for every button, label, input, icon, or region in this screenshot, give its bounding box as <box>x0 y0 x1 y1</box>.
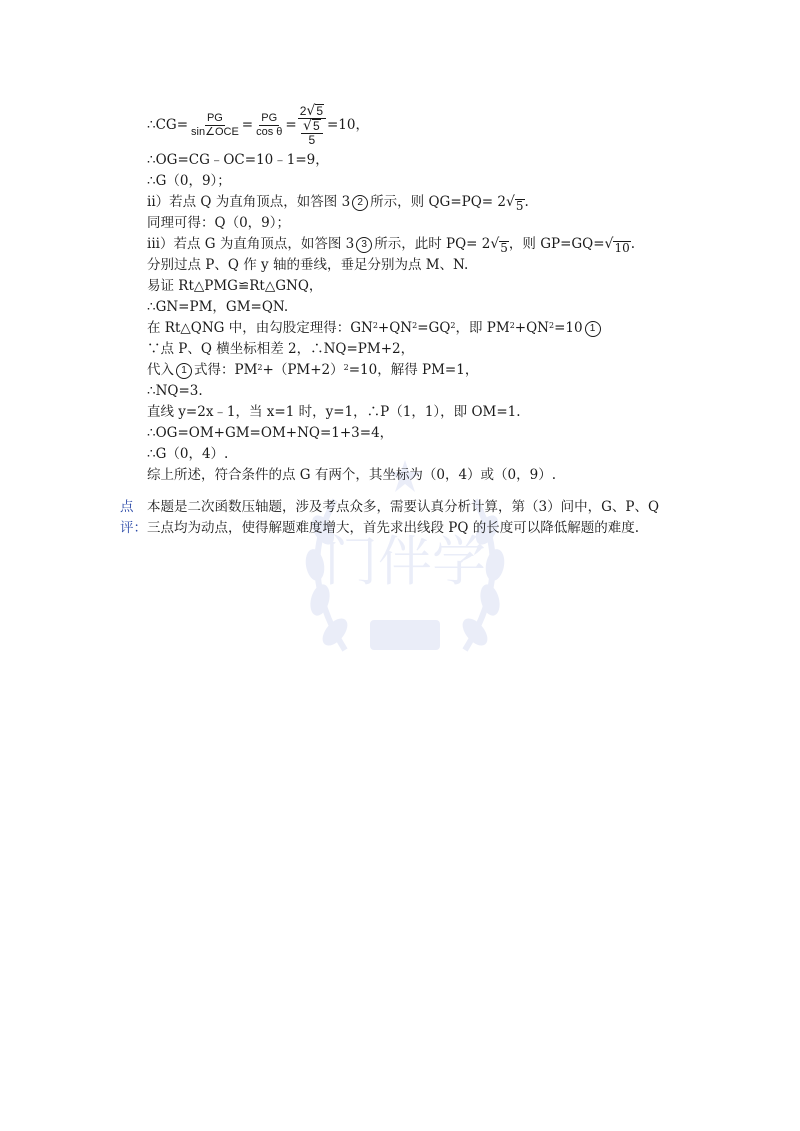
solution-line: 直线 y=2x﹣1，当 x=1 时，y=1，∴P（1，1），即 OM=1. <box>147 404 521 420</box>
fraction-pg-sin: $\frac{PG}{\text{sin∠OCE}}$ <box>191 111 239 138</box>
fraction-2sqrt5-over-sqrt5-5: 2 √ 5 √ 5 5 <box>298 104 326 147</box>
watermark-text: 门伴学 <box>324 530 486 593</box>
circled-number: 1 <box>176 363 192 379</box>
circled-number: 3 <box>356 237 372 253</box>
solution-line: ∴OG=CG﹣OC=10﹣1=9， <box>147 152 329 168</box>
solution-conclusion: 综上所述，符合条件的点 G 有两个，其坐标为（0，4）或（0，9）. <box>147 467 557 483</box>
solution-line: 同理可得：Q（0，9）； <box>147 215 290 231</box>
sqrt-symbol: √ 5 <box>490 236 508 255</box>
solution-line-case-ii: ii）若点 Q 为直角顶点，如答图 3 2 所示，则 QG=PQ= 2 √ 5 . <box>147 194 529 213</box>
solution-line-pythagoras: 在 Rt△QNG 中，由勾股定理得：GN $^2$ +QN $^2$ =GQ $^2$ ，即 PM $^2$ +QN $^2$ =10 1 <box>147 318 687 339</box>
solution-line-cg: ∴CG= $\frac{PG}{\text{sin∠OCE}}$ = $\frac{PG}{\text{cos θ}}$ = 2 √ 5 √ 5 5 =10， <box>147 102 369 147</box>
fraction-sqrt5-over-5: √ 5 5 <box>301 119 323 147</box>
comment-label: 评： <box>120 520 147 536</box>
circled-number: 2 <box>352 195 368 211</box>
solution-line: ∴G（0，4）. <box>147 446 229 462</box>
solution-body <box>147 100 687 486</box>
solution-line: ∴GN=PM，GM=QN. <box>147 299 289 315</box>
comment-section <box>120 497 700 539</box>
solution-line: 分别过点 P、Q 作 y 轴的垂线，垂足分别为点 M、N. <box>147 257 469 273</box>
solution-line: ∴OG=OM+GM=OM+NQ=1+3=4， <box>147 425 394 441</box>
sqrt-symbol: √ 5 <box>303 117 320 134</box>
comment-label: 点 <box>120 499 134 515</box>
solution-line-case-iii: iii）若点 G 为直角顶点，如答图 3 3 所示，此时 PQ= 2 √ 5 ，则 GP=GQ= √ 10 . <box>147 236 636 255</box>
solution-line: 易证 Rt△PMG≌Rt△GNQ， <box>147 278 323 294</box>
sqrt-symbol: √ 5 <box>505 194 524 213</box>
comment-text: 本题是二次函数压轴题，涉及考点众多，需要认真分析计算，第（3）问中，G、P、Q <box>147 499 660 515</box>
solution-line: ∴NQ=3. <box>147 383 203 399</box>
circled-number: 1 <box>585 321 601 337</box>
solution-line: ∴G（0，9）； <box>147 173 231 189</box>
sqrt-symbol: √ 10 <box>604 236 630 255</box>
comment-text: 三点均为动点，使得解题难度增大，首先求出线段 PQ 的长度可以降低解题的难度. <box>147 520 640 536</box>
solution-line: ∵点 P、Q 横坐标相差 2，∴NQ=PM+2， <box>147 341 415 357</box>
sqrt-symbol: √ 5 <box>306 102 323 119</box>
fraction-pg-cos: $\frac{PG}{\text{cos θ}}$ <box>256 111 283 138</box>
solution-line-substitute: 代入 1 式得：PM $^2$ +（PM+2） $^2$ =10，解得 PM=1， <box>147 362 479 378</box>
cg-prefix: ∴CG= <box>147 116 189 133</box>
